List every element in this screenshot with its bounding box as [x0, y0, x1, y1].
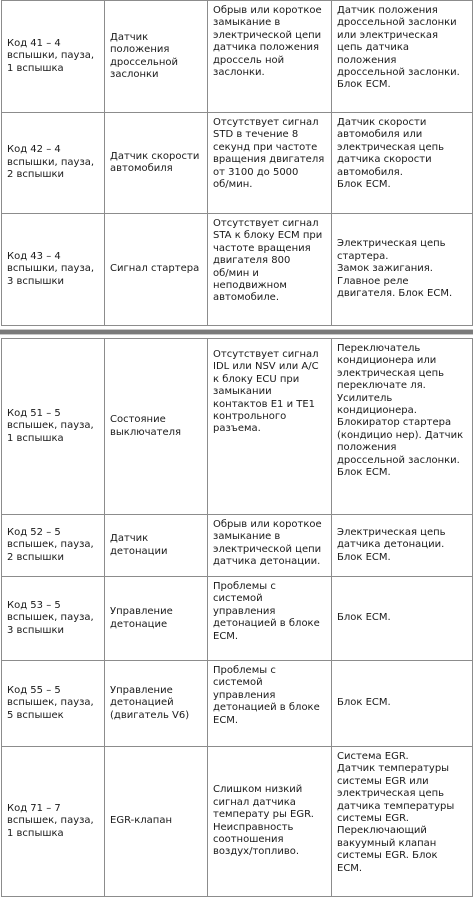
- system-cell: Управление детонацией (двигатель V6): [105, 661, 208, 747]
- table-row: [2, 113, 473, 214]
- system-cell: Управление детонацие: [105, 577, 208, 661]
- system-cell: Датчик положения дроссельной заслонки: [105, 1, 208, 113]
- table-row: [2, 1, 473, 113]
- cause-cell: Датчик скорости автомобиля или электрическая цепь датчика скорости автомобиля. Блок ЕСМ.: [332, 113, 473, 214]
- cause-cell: Переключатель кондиционера или электрическая цепь переключате ля. Усилитель кондиционера. Блокиратор стартера (кондицио нер). Датчик положения дроссельной заслонки. Блок ЕСМ.: [332, 339, 473, 515]
- symptom-cell: Проблемы с системой управления детонацией в блоке ЕСМ.: [208, 661, 332, 747]
- trouble-code-table-1: [1, 0, 473, 326]
- system-cell: Датчик скорости автомобиля: [105, 113, 208, 214]
- cause-cell: Датчик положения дроссельной заслонки или электрическая цепь датчика положения дроссельной заслонки. Блок ЕСМ.: [332, 1, 473, 113]
- code-cell: Код 43 – 4 вспышки, пауза, 3 вспышки: [2, 214, 105, 326]
- cause-cell: Блок ЕСМ.: [332, 661, 473, 747]
- system-cell: Состояние выключателя: [105, 339, 208, 515]
- symptom-cell: Проблемы с системой управления детонацией в блоке ЕСМ.: [208, 577, 332, 661]
- table-row: [2, 214, 473, 326]
- symptom-cell: Слишком низкий сигнал датчика температу ры EGR. Неисправность соотношения воздух/топливо.: [208, 747, 332, 897]
- code-cell: Код 71 – 7 вспышек, пауза, 1 вспышка: [2, 747, 105, 897]
- table-row: [2, 339, 473, 515]
- trouble-code-table-2: [1, 338, 473, 897]
- symptom-cell: Отсутствует сигнал STD в течение 8 секунд при частоте вращения двигателя от 3100 до 5000 об/мин.: [208, 113, 332, 214]
- table-row: [2, 747, 473, 897]
- symptom-cell: Отсутствует сигнал IDL или NSV или A/C к блоку ECU при замыкании контактов Е1 и ТЕ1 контрольного разъема.: [208, 339, 332, 515]
- cause-cell: Блок ЕСМ.: [332, 577, 473, 661]
- system-cell: Сигнал стартера: [105, 214, 208, 326]
- code-cell: Код 42 – 4 вспышки, пауза, 2 вспышки: [2, 113, 105, 214]
- symptom-cell: Отсутствует сигнал STA к блоку ЕСМ при частоте вращения двигателя 800 об/мин и неподвижном автомобиле.: [208, 214, 332, 326]
- table-row: [2, 515, 473, 577]
- code-cell: Код 53 – 5 вспышек, пауза, 3 вспышки: [2, 577, 105, 661]
- system-cell: Датчик детонации: [105, 515, 208, 577]
- symptom-cell: Обрыв или короткое замыкание в электрической цепи датчика положения дроссель ной заслонки.: [208, 1, 332, 113]
- cause-cell: Система EGR. Датчик температуры системы EGR или электрическая цепь датчика температуры системы EGR. Переключающий вакуумный клапан системы EGR. Блок ЕСМ.: [332, 747, 473, 897]
- system-cell: EGR-клапан: [105, 747, 208, 897]
- table-row: [2, 577, 473, 661]
- code-cell: Код 52 – 5 вспышек, пауза, 2 вспышки: [2, 515, 105, 577]
- code-cell: Код 51 – 5 вспышек, пауза, 1 вспышка: [2, 339, 105, 515]
- cause-cell: Электрическая цепь датчика детонации. Блок ЕСМ.: [332, 515, 473, 577]
- code-cell: Код 55 – 5 вспышек, пауза, 5 вспышек: [2, 661, 105, 747]
- code-cell: Код 41 – 4 вспышки, пауза, 1 вспышка: [2, 1, 105, 113]
- table-row: [2, 661, 473, 747]
- cause-cell: Электрическая цепь стартера. Замок зажигания. Главное реле двигателя. Блок ЕСМ.: [332, 214, 473, 326]
- symptom-cell: Обрыв или короткое замыкание в электрической цепи датчика детонации.: [208, 515, 332, 577]
